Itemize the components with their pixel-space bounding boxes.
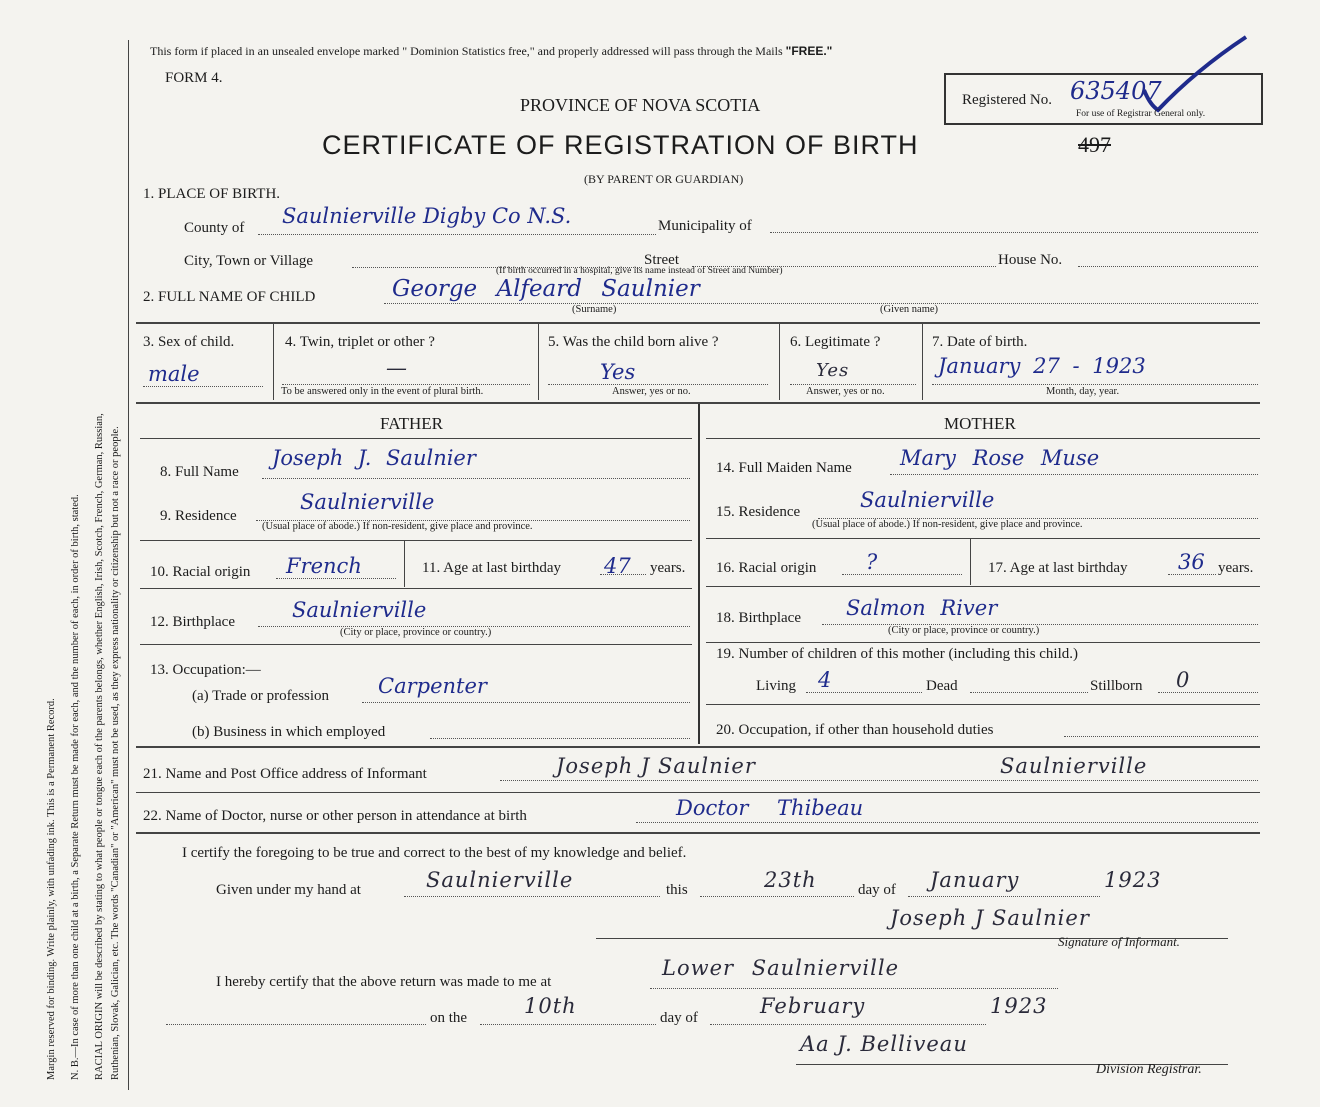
sex-label: 3. Sex of child.	[143, 334, 235, 350]
house-number-label: House No.	[998, 252, 1063, 268]
return-label: I hereby certify that the above return was made to me at	[216, 974, 552, 990]
surname-note: (Surname)	[572, 304, 617, 315]
stillborn-label: Stillborn	[1090, 678, 1143, 694]
father-birthplace-value: Saulnierville	[292, 598, 427, 622]
twin-note: To be answered only in the event of plural birth.	[281, 386, 484, 397]
father-birthplace-note: (City or place, province or country.)	[340, 627, 492, 638]
registrar-use-note: For use of Registrar General only.	[1076, 109, 1206, 119]
child-name-label: 2. FULL NAME OF CHILD	[143, 289, 316, 305]
mother-race-label: 16. Racial origin	[716, 560, 817, 576]
mother-age-unit: years.	[1218, 560, 1254, 576]
father-race-value: French	[286, 554, 362, 578]
father-age-value: 47	[604, 554, 631, 578]
registered-box	[944, 73, 1263, 125]
father-name-value: Joseph J. Saulnier	[272, 446, 476, 470]
living-label: Living	[756, 678, 796, 694]
informant-address-value: Saulnierville	[1000, 754, 1148, 778]
mother-residence-note: (Usual place of abode.) If non-resident, give place and province.	[812, 519, 1083, 530]
margin-note-racial-origin-1: RACIAL ORIGIN will be described by stating to what people or tongue each of the parents belongs, whether English, Irish, Scotch, French, German, Russian,	[94, 413, 105, 1080]
twin-label: 4. Twin, triplet or other ?	[285, 334, 435, 350]
mother-children-label: 19. Number of children of this mother (including this child.)	[716, 646, 1079, 662]
father-business-label: (b) Business in which employed	[192, 724, 386, 740]
mother-residence-label: 15. Residence	[716, 504, 801, 520]
father-heading: FATHER	[380, 414, 443, 433]
sex-value: male	[148, 362, 200, 386]
dob-label: 7. Date of birth.	[932, 334, 1028, 350]
alive-note: Answer, yes or no.	[612, 386, 691, 397]
mother-birthplace-note: (City or place, province or country.)	[888, 625, 1040, 636]
return-year-value: 1923	[990, 994, 1048, 1018]
dob-value: January 27 - 1923	[938, 354, 1146, 378]
alive-label: 5. Was the child born alive ?	[548, 334, 719, 350]
mother-name-label: 14. Full Maiden Name	[716, 460, 852, 476]
informant-signature: Joseph J Saulnier	[890, 906, 1090, 930]
hospital-note: (If birth occurred in a hospital, give its name instead of Street and Number)	[496, 266, 783, 276]
informant-signature-note: Signature of Informant.	[1058, 934, 1180, 949]
municipality-label: Municipality of	[658, 218, 752, 234]
mother-heading: MOTHER	[944, 414, 1016, 433]
province-heading: PROVINCE OF NOVA SCOTIA	[520, 95, 761, 115]
margin-note-binding: Margin reserved for binding. Write plainly, with unfading ink. This is a Permanent Record.	[46, 698, 57, 1080]
given-name-note: (Given name)	[880, 304, 939, 315]
given-year-value: 1923	[1104, 868, 1162, 892]
return-day-value: 10th	[524, 994, 577, 1018]
place-of-birth-heading: 1. PLACE OF BIRTH.	[143, 186, 281, 202]
registered-number: 635407	[1070, 77, 1162, 105]
mother-occupation-label: 20. Occupation, if other than household duties	[716, 722, 994, 738]
father-occupation-label: 13. Occupation:—	[150, 662, 261, 678]
dead-label: Dead	[926, 678, 958, 694]
legitimate-value: Yes	[816, 360, 850, 381]
father-race-label: 10. Racial origin	[150, 564, 251, 580]
street-label: Street	[644, 252, 679, 268]
mail-free: "FREE."	[785, 44, 833, 58]
county-label: County of	[184, 220, 245, 236]
mother-age-value: 36	[1178, 550, 1205, 574]
informant-label: 21. Name and Post Office address of Informant	[143, 766, 427, 782]
mother-race-value: ?	[866, 550, 878, 574]
mail-note: This form if placed in an unsealed envelope marked " Dominion Statistics free," and properly addressed will pass through the Mails "FREE."	[150, 44, 833, 58]
alive-value: Yes	[600, 360, 636, 384]
given-label: Given under my hand at	[216, 882, 361, 898]
city-label: City, Town or Village	[184, 253, 314, 269]
legitimate-label: 6. Legitimate ?	[790, 334, 881, 350]
dob-note: Month, day, year.	[1046, 386, 1120, 397]
division-registrar-note: Division Registrar.	[1096, 1062, 1202, 1077]
doctor-label: 22. Name of Doctor, nurse or other person in attendance at birth	[143, 808, 527, 824]
return-day-of-label: day of	[660, 1010, 698, 1026]
father-residence-note: (Usual place of abode.) If non-resident, give place and province.	[262, 521, 533, 532]
given-day-value: 23th	[764, 868, 817, 892]
legitimate-note: Answer, yes or no.	[806, 386, 885, 397]
child-name-value: George Alfeard Saulnier	[392, 276, 700, 302]
given-place-value: Saulnierville	[426, 868, 574, 892]
certificate-title: CERTIFICATE OF REGISTRATION OF BIRTH	[322, 130, 919, 160]
day-of-label: day of	[858, 882, 896, 898]
certificate-subtitle: (BY PARENT OR GUARDIAN)	[584, 172, 744, 186]
check-mark-icon	[1136, 35, 1256, 120]
registered-label: Registered No.	[962, 92, 1052, 108]
given-month-value: January	[930, 868, 1020, 892]
father-residence-label: 9. Residence	[160, 508, 237, 524]
stillborn-value: 0	[1176, 668, 1191, 692]
father-residence-value: Saulnierville	[300, 490, 435, 514]
informant-name-value: Joseph J Saulnier	[556, 754, 756, 778]
registrar-signature: Aa J. Belliveau	[800, 1032, 968, 1056]
on-the-label: on the	[430, 1010, 468, 1026]
mother-age-label: 17. Age at last birthday	[988, 560, 1128, 576]
county-value: Saulnierville Digby Co N.S.	[282, 204, 572, 228]
father-birthplace-label: 12. Birthplace	[150, 614, 235, 630]
father-trade-label: (a) Trade or profession	[192, 688, 330, 704]
mother-residence-value: Saulnierville	[860, 488, 995, 512]
return-month-value: February	[760, 994, 866, 1018]
return-place-value: Lower Saulnierville	[662, 956, 900, 980]
twin-value: —	[386, 356, 408, 380]
struck-number: 497	[1078, 132, 1111, 157]
mother-birthplace-label: 18. Birthplace	[716, 610, 801, 626]
doctor-value: Doctor Thibeau	[676, 796, 864, 820]
left-border	[128, 40, 129, 1090]
margin-note-racial-origin-2: Ruthenian, Slovak, Galician, etc. The words "Canadian" or "American" must not be used, as they express nationality or citizenship but not a race or people.	[110, 426, 121, 1080]
margin-note-multiple-births: N. B.—In case of more than one child at a birth, a Separate Return must be made for each, and the number of each, in order of birth, stated.	[70, 494, 81, 1080]
form-number: FORM 4.	[165, 70, 223, 86]
father-age-unit: years.	[650, 560, 686, 576]
father-name-label: 8. Full Name	[160, 464, 239, 480]
father-age-label: 11. Age at last birthday	[422, 560, 561, 576]
living-value: 4	[818, 668, 832, 692]
father-trade-value: Carpenter	[378, 674, 487, 698]
mother-name-value: Mary Rose Muse	[900, 446, 1100, 470]
this-label: this	[666, 882, 688, 898]
mother-birthplace-value: Salmon River	[846, 596, 998, 620]
certify-statement: I certify the foregoing to be true and correct to the best of my knowledge and belief.	[182, 845, 687, 861]
